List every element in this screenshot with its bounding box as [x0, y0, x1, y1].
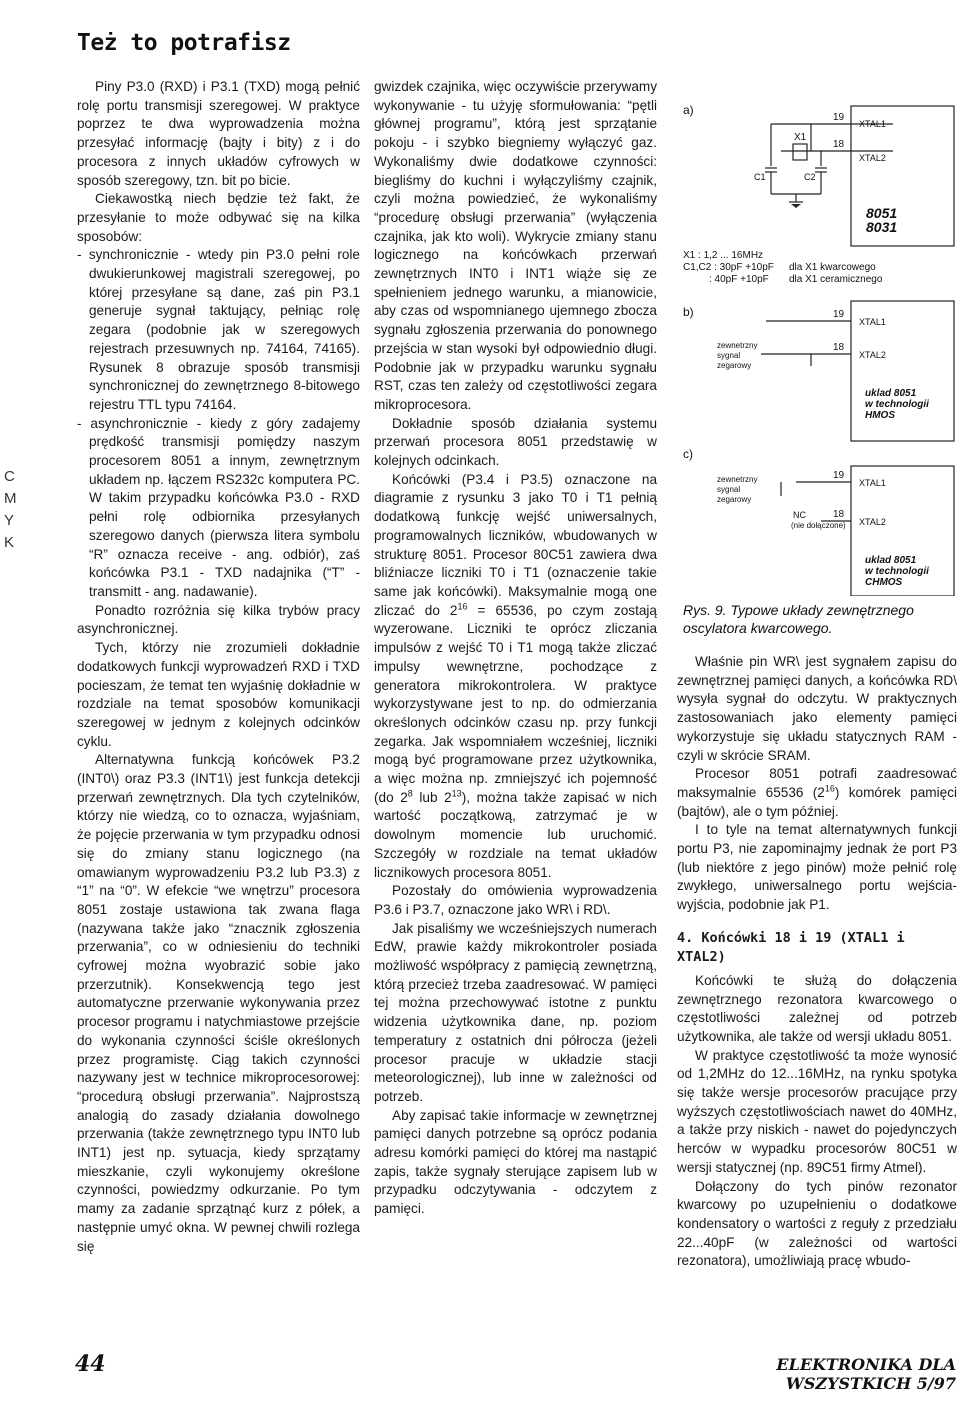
page-number: 44: [75, 1351, 106, 1377]
crystal-symbol: [793, 144, 807, 160]
nc-label: (nie dołączone): [791, 521, 846, 530]
pin-18-label: 18: [833, 139, 845, 150]
ext-clock-label: zewnetrzny: [717, 475, 758, 484]
paragraph: - asynchronicznie - kiedy z góry zadajemy prędkość transmisji pomiędzy naszym procesorem 8051 a innym, zewnętrznym układem np. łączem RS232c komputera PC. W takim przypadku końcówka P3.0 - RXD pełni rolę odbiornika przesyłanych szeregowo danych (pierwsza litera symbolu “R” oznacza receive - ang. odbiór), zaś końcówka P3.1 - TXD nadajnika (“T” - transmitt - ang. nadawanie).: [77, 415, 360, 599]
paragraph: Dokładnie sposób działania systemu przerwań procesora 8051 przedstawię w kolejnych odcinkach.: [374, 415, 657, 469]
text-run: ) komórek pamięci (bajtów), ale o tym później.: [677, 784, 958, 819]
spec-line: C1,C2 : 30pF +10pF: [683, 262, 774, 273]
paragraph: W praktyce częstotliwość ta może wynosić od 1,2MHz do 12...16MHz, na rynku spotyka się także wersje procesorów pracujące przy wyższych częstotliwościach nawet do 40MHz, a także przy niskich - nawet do pojedynczych herców w wypadku procesorów 80C51 w wersji statycznej (np. 89C51 firmy Atmel).: [677, 1047, 957, 1175]
ext-clock-label: zegarowy: [717, 361, 752, 370]
ext-clock-label: sygnal: [717, 351, 741, 360]
paragraph: Aby zapisać takie informacje w zewnętrznej pamięci danych potrzebne są oprócz podania adresu komórki pamięci do której ma nastąpić zapis, także sygnały sterujące zapisem lub w przypadku odczytywania - odczytem z pamięci.: [374, 1107, 657, 1217]
pin-19-label: 19: [833, 309, 845, 320]
figure-caption: Rys. 9. Typowe układy zewnętrznego oscylatora kwarcowego.: [683, 602, 914, 636]
chmos-label: w technologii: [865, 566, 929, 577]
xtal1-label: XTAL1: [859, 317, 886, 327]
c2-label: C2: [804, 172, 816, 182]
paragraph: Piny P3.0 (RXD) i P3.1 (TXD) mogą pełnić rolę portu transmisji szeregowej. W praktyce poprzez te dwa wyprowadzenia można przesyłać informację (bajty i bity) z i do procesora z innych układów cyfrowych w sposób szeregowy, tzn. bit po bicie.: [77, 79, 360, 188]
chmos-label: uklad 8051: [865, 555, 917, 566]
text-column-3: [677, 653, 957, 1271]
nc-label: NC: [793, 510, 806, 520]
pin-18-label: 18: [833, 509, 845, 520]
spec-line: : 40pF +10pF: [709, 274, 769, 285]
section-title: Też to potrafisz: [77, 30, 291, 56]
text-column-2: [374, 78, 657, 1219]
superscript: 8: [407, 788, 413, 799]
paragraph: gwizdek czajnika, więc oczywiście przerywamy wykonywanie - tu użyję sformułowania: “pętli głównej programu”, którą jest sprzątanie pokoju - i szybko biegniemy wyłączyć gaz. Wykonaliśmy dwie dodatkowe czynności: biegliśmy do kuchni i wyłączyliśmy czajnik, czyli można powiedzieć, że wykonaliśmy “procedurę obsługi przerwania” (wyłączenia czajnika, jak kto woli). Wykrycie zmiany stanu logicznego na końcówkach przerwań zewnętrznych INT0 i INT1 wiąże się ze spełnieniem jednego warunku, a mianowicie, aby czas od wspomnianego ujemnego zbocza sygnału zgłoszenia przerwania do ponownego przejścia w stan wysoki był odpowiednio długi. Podobnie jak w przypadku warunku sygnału RST, czas ten zależy od częstotliwości zegara mikroprocesora.: [374, 79, 657, 412]
text-run: lub 2: [412, 789, 452, 805]
hmos-label: HMOS: [865, 410, 895, 421]
cmyk-marks: [4, 466, 20, 554]
xtal1-label: XTAL1: [859, 478, 886, 488]
text-run: ), można także zapisać w nich wartość początkową, zatrzymać je w dowolnym momencie lub uruchomić. Szczegóły w rozdziale na temat układów licznikowych procesora 8051.: [374, 789, 658, 880]
paragraph: Właśnie pin WR\ jest sygnałem zapisu do zewnętrznej pamięci danych, a końcówka RD\ wysyła sygnał do odczytu. W praktycznych zastosowaniach jako elementy pamięci wykorzystuje się układu statycznych RAM - czyli w skrócie SRAM.: [677, 654, 957, 763]
pin-19-label: 19: [833, 112, 845, 123]
paragraph: Ponadto rozróżnia się kilka trybów pracy asynchronicznej.: [77, 602, 360, 637]
cmyk-k: K: [4, 534, 15, 551]
hmos-label: uklad 8051: [865, 388, 917, 399]
paragraph: Dołączony do tych pinów rezonator kwarcowy po uzupełnieniu o dodatkowe kondensatory o wartości z reguły z przedziału 22...40pF (w zależności od wartości rezonatora), umożliwiają pracę wbudo-: [677, 1178, 957, 1269]
magazine-footer: ELEKTRONIKA DLA WSZYSTKICH 5/97: [776, 1355, 956, 1393]
spec-line: X1 : 1,2 ... 16MHz: [683, 250, 764, 261]
paragraph: I to tyle na temat alternatywnych funkcji portu P3, nie zapominajmy jednak że port P3 (lub niektóre z jego pinów) może pełnić rolę zwykłego, uniwersalnego portu wejścia- wyjścia, podobnie jak P1.: [677, 822, 957, 913]
ext-clock-label: zegarowy: [717, 495, 752, 504]
text-run: = 65536, po czym zostają wyzerowane. Liczniki te oprócz zliczania impulsów z wejść T0 i T1 mogą także zliczać impulsy wewnętrzne, pochodzące z generatora mikrokontrolera. W praktyce wykorzystywane jest to np. do odmierzania określonych odcinków czasu np. przy funkcji zegarka. Jak wspomniałem wcześniej, liczniki mogą być programowane przez użytkownika, a więc można np. zmniejszyć ich pojemność (do 2: [374, 602, 657, 805]
text-run: Końcówki (P3.4 i P3.5) oznaczone na diagramie z rysunku 3 jako T0 i T1 pełnią dodatkową funkcję wejść uniwersalnych, programowalnych liczników, wbudowanych w strukturę 8051. Procesor 80C51 zawiera dwa bliźniacze liczniki T0 i T1 (oznaczenie takie same jak końcówki). Maksymalnie mogą one zliczać do 2: [374, 471, 657, 618]
xtal1-label: XTAL1: [859, 119, 886, 129]
xtal2-label: XTAL2: [859, 517, 886, 527]
c1-label: C1: [754, 172, 766, 182]
oscillator-diagram: [681, 96, 958, 596]
ext-clock-label: zewnetrzny: [717, 341, 758, 350]
pin-18-label: 18: [833, 342, 845, 353]
spec-line: dla X1 ceramicznego: [789, 274, 883, 285]
paragraph: [677, 765, 957, 821]
paragraph: Tych, którzy nie zrozumieli dokładnie dodatkowych funkcji wyprowadzeń RXD i TXD pocieszam, że temat ten wyjaśnię dokładnie w rozdziale na temat sposobów komunikacji szeregowej w jednym z kolejnych odcinków cyklu.: [77, 640, 360, 749]
paragraph: Alternatywna funkcją końcówek P3.2 (INT0\) oraz P3.3 (INT1\) jest funkcja detekcji przerwań zewnętrznych. Dla tych czytelników, którzy nie wiedzą, co to oznacza, wyjaśniam, że pojęcie przerwania w tym przypadku odnosi się do zmiany stanu logicznego (na omawianym wyprowadzeniu P3.2 lub P3.3) z “1” na “0”. W efekcie “we wnętrzu” procesora 8051 zostaje ustawiona tak zwana flaga (nazywana także jako “znacznik zgłoszenia przerwania”, co w odniesieniu do techniki cyfrowej można wyobrazić sobie jako przerzutnik). Konsekwencją tego jest automatyczne przerwanie wykonywania przez procesor programu i natychmiastowe przejście do wykonania czynności ściśle określonych przez programistę. Ciąg takich czynności nazywany jest w technice mikroprocesorowej: “procedurą obsługi przerwania”. Najprostszą analogią do zasady działania dowolnego przerwania (także zewnętrznego typu INT0 lub INT1) jest np. sytuacja, kiedy sprzątamy mieszkanie, czyli wykonujemy określone czynności, powiedzmy odkurzanie. Po tym mamy za zadanie sprzątnąć kurz z półek, a następnie umyć okna. W pewnej chwili rozlega się: [77, 752, 360, 1254]
hmos-label: w technologii: [865, 399, 929, 410]
panel-label-c: c): [683, 447, 693, 461]
xtal2-label: XTAL2: [859, 153, 886, 163]
paragraph: Ciekawostką niech będzie też fakt, że przesyłanie to może odbywać się na kilka sposobów:: [77, 191, 360, 244]
superscript: 13: [451, 788, 462, 799]
oscillator-figure: [681, 96, 958, 596]
paragraph: [374, 471, 657, 882]
xtal2-label: XTAL2: [859, 350, 886, 360]
cmyk-y: Y: [4, 512, 15, 529]
spec-line: dla X1 kwarcowego: [789, 262, 876, 273]
section-heading: 4. Końcówki 18 i 19 (XTAL1 i XTAL2): [677, 929, 905, 965]
chip-8051-label: 8051: [866, 205, 898, 221]
paragraph: - synchronicznie - wtedy pin P3.0 pełni role dwukierunkowej magistrali szeregowej, po której przesyłane są dane, zaś pin P3.1 generuje sygnał taktujący, pełniąc rolę zegara (podobnie jak w szeregowych rejestrach przesuwnych np. 74164, 74165). Rysunek 8 obrazuje sposób transmisji synchronicznej do zewnętrznego 8-bitowego rejestru TTL typu 74164.: [77, 247, 360, 412]
superscript: 16: [824, 783, 835, 794]
ground-arrow: [791, 204, 801, 208]
superscript: 16: [457, 601, 468, 612]
cmyk-c: C: [4, 468, 15, 485]
text-run: Procesor 8051 potrafi zaadresować maksymalnie 65536 (2: [677, 766, 957, 800]
paragraph: Pozostały do omówienia wyprowadzenia P3.6 i P3.7, oznaczone jako WR\ i RD\.: [374, 883, 657, 917]
x1-label: X1: [794, 132, 807, 143]
paragraph: Końcówki te służą do dołączenia zewnętrznego rezonatora kwarcowego o częstotliwości zależnej od potrzeb użytkownika, ale także od wersji układu 8051.: [677, 972, 957, 1044]
text-column-1: [77, 78, 360, 1256]
ext-clock-label: sygnal: [717, 485, 741, 494]
chmos-label: CHMOS: [865, 577, 903, 588]
paragraph: Jak pisaliśmy we wcześniejszych numerach EdW, prawie każdy mikrokontroler posiada możliwość współpracy z pamięcią zewnętrzną, którą przecież trzeba zaadresować. W pamięci tej można przechowywać istotne z punktu widzenia użytkownika dane, np. poziom temperatury z ostatnich dni półrocza (jeżeli procesor pracuje w układzie stacji meteorologicznej), lub inne w zależności od potrzeb.: [374, 920, 657, 1104]
chip-8031-label: 8031: [866, 219, 898, 235]
panel-label-a: a): [683, 103, 694, 117]
panel-label-b: b): [683, 305, 694, 319]
cmyk-m: M: [4, 490, 17, 507]
pin-19-label: 19: [833, 470, 845, 481]
